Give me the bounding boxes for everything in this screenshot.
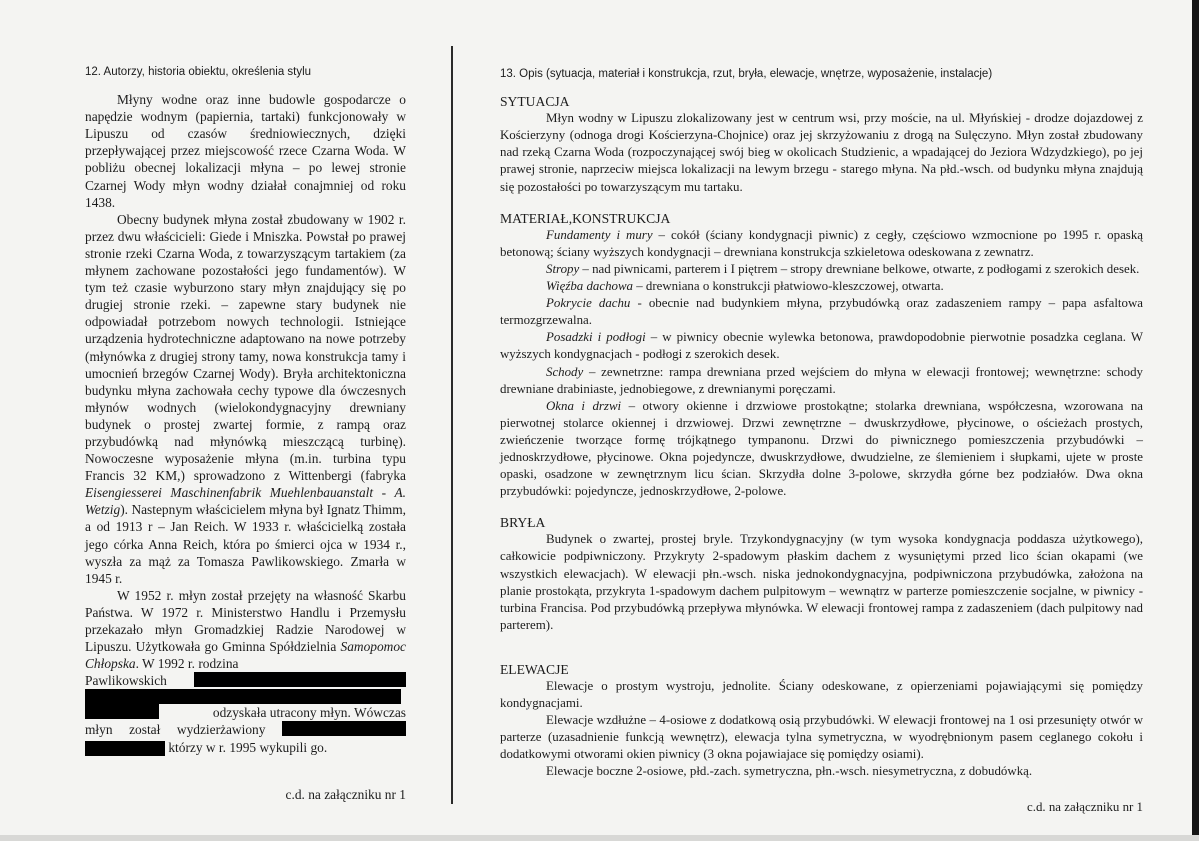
right-column bbox=[500, 66, 1143, 816]
scan-edge-bottom bbox=[0, 835, 1199, 841]
text: . W 1992 r. rodzina bbox=[135, 656, 239, 672]
history-paragraph-2 bbox=[85, 211, 406, 587]
term: Schody bbox=[546, 364, 584, 379]
text: W 1952 r. młyn został przejęty na własność Skarbu Państwa. W 1972 r. Ministerstwo Handlu i Przemysłu przekazało młyn Gromadzkiej Radzie Narodowej w Lipuszu. Użytkowała go Gminna Spółdzielnia bbox=[85, 587, 406, 655]
text: - obecnie nad budynkiem młyna, przybudówką oraz zadaszeniem rampy – papa asfaltowa termozgrzewalna. bbox=[500, 296, 1143, 328]
section-title-elewacje: ELEWACJE bbox=[500, 661, 569, 677]
material-item bbox=[500, 398, 1143, 501]
continued-note: c.d. na załączniku nr 1 bbox=[285, 786, 406, 802]
text: został bbox=[129, 722, 161, 738]
text: – drewniana o konstrukcji płatwiowo-kleszczowej, otwarta. bbox=[633, 279, 944, 294]
text: – zewnetrzne: rampa drewniana przed wejściem do młyna w elewacji frontowej; wewnętrzne: schody drewniane drabiniaste, jednobiegowe, z drewnianymi poręczami. bbox=[500, 364, 1143, 396]
redacted-line bbox=[85, 739, 406, 756]
material-item bbox=[500, 295, 1143, 329]
text: – w piwnicy obecnie wylewka betonowa, prawdopodobnie pierwotnie posadzka ceglana. W wyższych kondygnacjach - podłogi z szerokich desek. bbox=[500, 330, 1143, 362]
redacted-line bbox=[85, 689, 406, 704]
material-item bbox=[500, 227, 1143, 261]
material-item bbox=[500, 278, 1143, 295]
section-header-12: 12. Autorzy, historia obiektu, określenia stylu bbox=[85, 66, 312, 78]
column-divider bbox=[451, 46, 453, 804]
term: Posadzki i podłogi bbox=[546, 330, 646, 345]
text: – nad piwnicami, parterem i I piętrem – stropy drewniane belkowe, otwarte, z podłogami z szerokich desek. bbox=[579, 261, 1140, 276]
section-title-sytuacja: SYTUACJA bbox=[500, 94, 570, 110]
text: – otwory okienne i drzwiowe prostokątne; stolarka drewniana, współczesna, wzorowana na pierwotnej stolarce okiennej i drzwiowej. Drzwi zewnętrzne – dwuskrzydłowe, płycinowe, o ościeżach prostych, zwieńczenie tworzące formę trójkątnego tympanonu. Drzwi do piwnicznego pomieszczenia przybudówki – jednoskrzydłowe, płycinowe. Okna pojedyncze, dwuskrzydłowe, dwudzielne, ze ślemieniem i słupkami, ujete w proste opaski, osadzone w zewnętrznym licu ścian. Skrzydła dolne 3-polowe, skrzydła górne bez podziałów. Dwa okna przybudówki: pojedyncze, jednoskrzydłowe, 2-polowe. bbox=[500, 398, 1144, 499]
section-title-material: MATERIAŁ,KONSTRUKCJA bbox=[500, 210, 671, 226]
term: Więźba dachowa bbox=[546, 279, 634, 294]
history-paragraph-1: Młyny wodne oraz inne budowle gospodarcze o napędzie wodnym (papiernia, tartaki) funkcjonowały w Lipuszu od czasów średniowiecznych, dzięki przepływającej przez miejscowość rzece Czarna Woda. W pobliżu obecnej lokalizacji młyna – po lewej stronie Czarnej Wody młyn wodny działał conajmniej od roku 1438. bbox=[85, 92, 406, 210]
continued-note: c.d. na załączniku nr 1 bbox=[1027, 799, 1143, 814]
elewacje-paragraph: Elewacje o prostym wystroju, jednolite. Ściany odeskowane, z opierzeniami pojawiającymi się pomiędzy kondygnacjami. bbox=[500, 679, 1143, 711]
material-item bbox=[500, 261, 1143, 278]
redacted-line bbox=[85, 704, 406, 721]
bryla-paragraph: Budynek o zwartej, prostej bryle. Trzykondygnacyjny (w tym wysoka kondygnacja poddasza użytkowego), całkowicie podpiwniczony. Przykryty 2-spadowym płaskim dachem z wysuniętymi przed lico ścian okapami (we wszystkich elewacjach). W elewacji płn.-wsch. niska jednokondygnacyjna, podpiwniczona przybudówka, założona na planie prostokąta, przykryta 1-spadowym dachem pulpitowym – wewnątrz w parterze pomieszczenie socjalne, w piwnicy - turbina Francisa. Pod przybudówką przepływa młynówka. W elewacji frontowej rampa z zadaszeniem (dach pulpitowy nad parterem). bbox=[500, 532, 1143, 632]
left-column bbox=[85, 64, 406, 803]
elewacje-paragraph: Elewacje wzdłużne – 4-osiowe z dodatkową osią przybudówki. W elewacji frontowej na 1 osi przesunięty otwór w parterze (uzasadnienie funkcją wewnętrz), elewacja tylna symetryczna, w wyodrębnionym pasem ceglanego cokołu i dodatkowymi otworami okien piwnicy (3 okna pojawiajace się pomiędzy osiami). bbox=[500, 713, 1143, 762]
italic-text: Samopomoc Chłopska bbox=[85, 639, 406, 672]
material-item bbox=[500, 364, 1143, 398]
redaction-box bbox=[85, 689, 401, 704]
redacted-line bbox=[85, 672, 406, 689]
redaction-box bbox=[282, 721, 406, 736]
history-paragraph-3 bbox=[85, 587, 406, 672]
text: którzy w r. 1995 wykupili go. bbox=[168, 739, 328, 755]
scan-edge bbox=[1192, 0, 1199, 841]
redaction-box bbox=[194, 672, 406, 687]
elewacje-paragraph: Elewacje boczne 2-osiowe, płd.-zach. symetryczna, płn.-wsch. niesymetryczna, z dobudówką. bbox=[546, 764, 1033, 779]
text: wydzierżawiony bbox=[176, 722, 266, 738]
text: odzyskała utracony młyn. Wówczas bbox=[212, 705, 406, 721]
redaction-box bbox=[85, 741, 165, 756]
term: Fundamenty i mury bbox=[546, 227, 653, 242]
material-item bbox=[500, 329, 1143, 363]
text: – cokół (ściany kondygnacji piwnic) z cegły, częściowo wzmocnione po 1995 r. opaską betonową; ściany wyższych kondygnacji – drewniana konstrukcja szkieletowa odeskowana z zewnatrz. bbox=[500, 227, 1143, 259]
text: młyn bbox=[85, 722, 113, 738]
section-title-bryla: BRYŁA bbox=[500, 515, 546, 531]
sytuacja-paragraph: Młyn wodny w Lipuszu zlokalizowany jest w centrum wsi, przy moście, na ul. Młyńskiej - drodze dojazdowej z Kościerzyny (odnoga drogi Kościerzyna-Chojnice) oraz jej skrzyżowaniu z drogą na Sulęczyno. Młyn został zbudowany nad rzeką Czarna Woda (rozpoczynającej swój bieg w okolicach Studzienic, a wpadającej do Jeziora Wdzydzkiego), po jej prawej stronie, naprzeciw miejsca lokalizacji na lewym brzegu - starego młyna. Na płd.-wsch. od budynku młyna znajdują się pozostałości po towarzyszącym mu tartaku. bbox=[500, 111, 1143, 194]
term: Pokrycie dachu bbox=[546, 296, 631, 311]
redaction-box bbox=[85, 704, 159, 719]
section-header-13: 13. Opis (sytuacja, materiał i konstrukcja, rzut, bryła, elewacje, wnętrze, wyposażenie, instalacje) bbox=[500, 68, 993, 80]
text: ). Nastepnym właścicielem młyna był Ignatz Thimm, a od 1913 r – Jan Reich. W 1933 r. właścicielką została jego córka Anna Reich, która po śmierci ojca w 1934 r., wyszła za mąż za Tomasza Pawlikowskiego. Zmarła w 1945 r. bbox=[85, 502, 406, 586]
text: Obecny budynek młyna został zbudowany w 1902 r. przez dwu właścicieli: Giede i Mniszka. Powstał po prawej stronie rzeki Czarna Woda, z towarzyszącym tartakiem (za młynem zachowane pozostałości jego fundamentów). W tym też czasie wyburzono stary młyn znajdujący się po drugiej stronie rzeki. – zapewne stary budynek nie odpowiadał potrzebom nowych technologii. Istniejące urządzenia hydrotechniczne adaptowano na nowe potrzeby (młynówka z drugiej strony tamy, nowa konstrukcja tamy i umocnień brzegów Czarnej Wody). Bryła architektoniczna budynku młyna zachowała cechy typowe dla ówczesnych młynów wodnych (wielokondygnacyjny drewniany budynek o prostej zwartej formie, z rampą oraz przybudówką nad młynówką mieszczącą turbinę). Nowoczesne wyposażenie młyna (m.in. turbina typu Francis 32 KM,) sprowadzono z Wittenbergi (fabryka bbox=[85, 211, 406, 484]
redacted-line bbox=[85, 721, 406, 738]
term: Okna i drzwi bbox=[546, 398, 622, 413]
text: Pawlikowskich bbox=[85, 673, 167, 689]
italic-text: Eisengiesserei Maschinenfabrik Muehlenbauanstalt - A. Wetzig bbox=[85, 485, 406, 518]
term: Stropy bbox=[546, 261, 580, 276]
